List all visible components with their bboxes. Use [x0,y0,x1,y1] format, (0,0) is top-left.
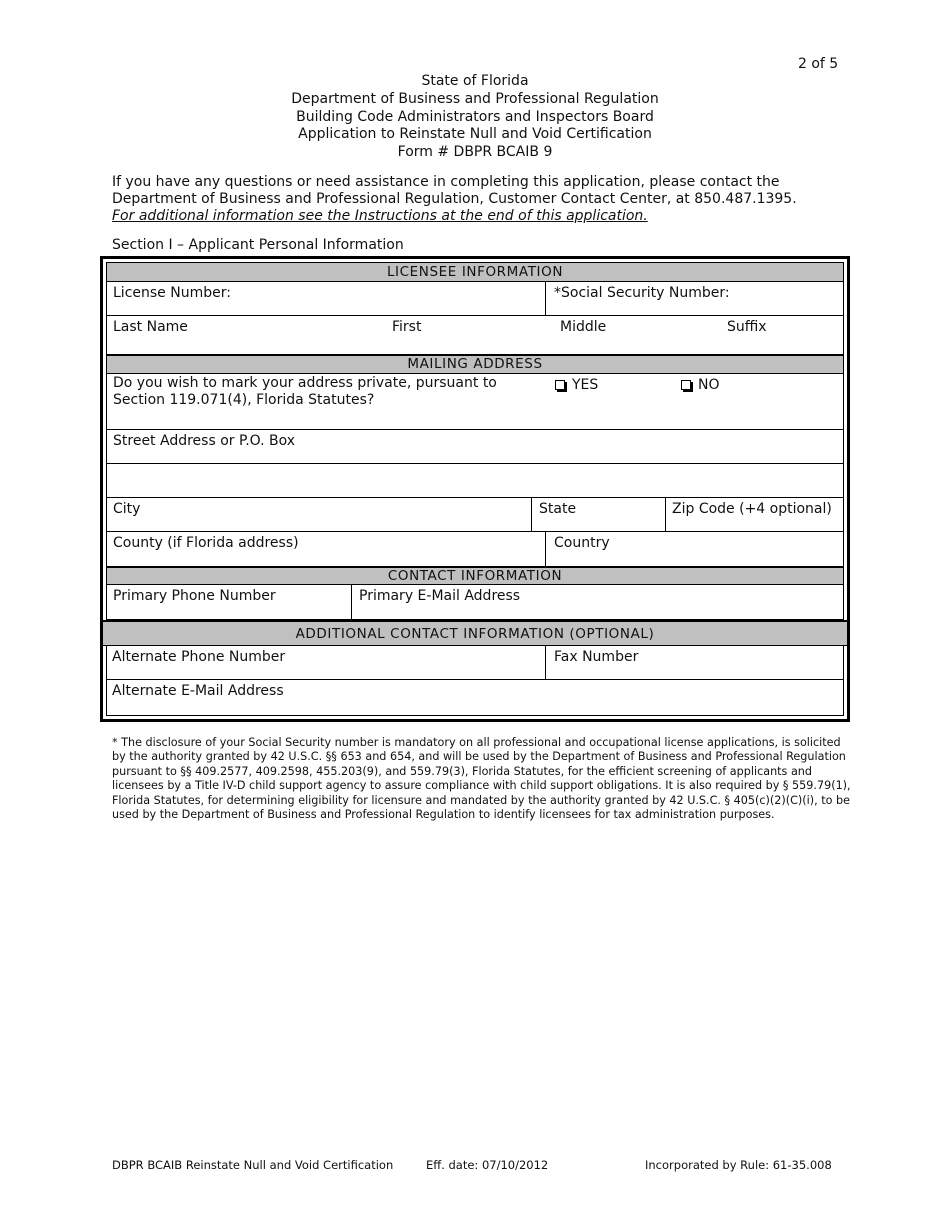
fax-label: Fax Number [554,649,639,665]
header-board: Building Code Administrators and Inspectors Board [296,108,654,125]
last-name-field[interactable] [107,316,385,354]
state-label: State [539,501,577,517]
footnote-line-1: * The disclosure of your Social Security number is mandatory on all professional and occupational license applications, is solicited [112,736,841,749]
no-label: NO [698,377,720,393]
page-number: 2 of 5 [798,56,839,72]
address-private-question-line-2: Section 119.071(4), Florida Statutes? [113,392,375,408]
fax-field[interactable] [545,646,843,679]
middle-name-label: Middle [560,319,607,335]
contact-row [106,585,844,620]
license-number-label: License Number: [113,285,231,301]
suffix-label: Suffix [727,319,767,335]
alternate-phone-field[interactable] [107,646,545,679]
footnote-line-6: used by the Department of Business and Professional Regulation to identify licensees for tax administration purposes. [112,808,775,822]
address-private-question [107,374,547,429]
suffix-field[interactable] [721,316,843,354]
address-private-question-line-1: Do you wish to mark your address private, pursuant to [113,375,497,391]
alternate-phone-label: Alternate Phone Number [112,649,286,665]
city-label: City [113,501,141,517]
county-field[interactable] [107,532,545,566]
middle-name-field[interactable] [553,316,721,354]
zip-code-label: Zip Code (+4 optional) [672,501,832,517]
city-state-zip-row [106,498,844,532]
header-application-title: Application to Reinstate Null and Void Certification [298,126,652,143]
license-number-field[interactable] [107,282,545,315]
licensee-info-header: LICENSEE INFORMATION [106,262,844,282]
header-form-number: Form # DBPR BCAIB 9 [397,144,553,161]
license-row [106,282,844,316]
additional-contact-header: ADDITIONAL CONTACT INFORMATION (OPTIONAL) [102,620,848,646]
name-row [106,316,844,355]
no-checkbox[interactable] [681,380,691,390]
country-label: Country [554,535,610,551]
street-address-row[interactable] [106,430,844,464]
instructions-note: For additional information see the Instructions at the end of this application. [112,208,648,225]
intro-line-1: If you have any questions or need assistance in completing this application, please contact the [112,174,780,190]
no-option[interactable] [681,377,801,397]
zip-code-field[interactable] [665,498,843,531]
footer-effective-date: Eff. date: 07/10/2012 [426,1158,549,1172]
address-private-row [106,374,844,430]
alternate-email-label: Alternate E-Mail Address [112,683,284,699]
ssn-disclosure-footnote [112,736,851,822]
ssn-field[interactable] [545,282,843,315]
first-name-label: First [392,319,422,335]
street-address-line-2[interactable] [106,464,844,498]
country-field[interactable] [545,532,843,566]
last-name-label: Last Name [113,319,188,335]
form-header [0,73,950,162]
state-field[interactable] [531,498,665,531]
footnote-line-3: pursuant to §§ 409.2577, 409.2598, 455.203(9), and 559.79(3), Florida Statutes, for the efficient screening of applicants and [112,764,812,778]
county-country-row [106,532,844,567]
header-department: Department of Business and Professional Regulation [291,90,659,107]
first-name-field[interactable] [385,316,553,354]
footnote-line-5: Florida Statutes, for determining eligibility for licensure and mandated by the authority granted by 42 U.S.C. § 405(c)(2)(C)(i), to be [112,793,851,807]
alternate-email-row[interactable] [106,680,844,716]
primary-email-field[interactable] [351,585,843,619]
intro-line-2: Department of Business and Professional Regulation, Customer Contact Center, at 850.487.1395. [112,191,797,208]
footer-rule: Incorporated by Rule: 61-35.008 [645,1158,832,1172]
primary-phone-label: Primary Phone Number [113,588,276,604]
footer-form-name: DBPR BCAIB Reinstate Null and Void Certification [112,1158,394,1172]
section-title: Section I – Applicant Personal Information [112,237,404,253]
header-state: State of Florida [421,73,529,89]
contact-info-header: CONTACT INFORMATION [106,567,844,585]
yes-label: YES [572,377,599,393]
primary-email-label: Primary E-Mail Address [359,588,521,604]
intro-paragraph [112,174,832,226]
footnote-line-4: licensees by a Title IV-D child support agency to assure compliance with child support obligations. It is also required by § 559.79(1), [112,779,851,793]
alt-phone-fax-row [106,646,844,680]
primary-phone-field[interactable] [107,585,351,619]
footnote-line-2: by the authority granted by 42 U.S.C. §§ 653 and 654, and will be used by the Department of Business and Professional Regulation [112,750,846,764]
city-field[interactable] [107,498,531,531]
yes-option[interactable] [555,377,675,397]
street-address-label: Street Address or P.O. Box [113,433,296,449]
mailing-address-header: MAILING ADDRESS [106,355,844,374]
yes-checkbox[interactable] [555,380,565,390]
county-label: County (if Florida address) [113,535,299,551]
ssn-label: *Social Security Number: [554,285,730,301]
